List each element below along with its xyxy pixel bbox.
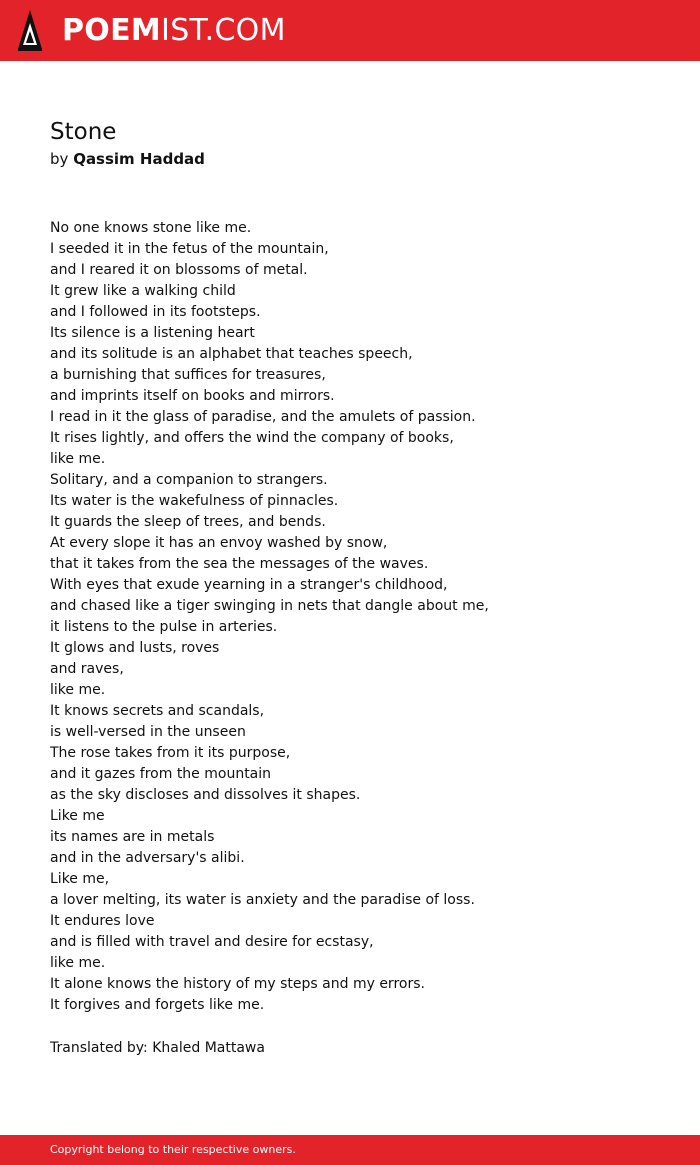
poem-body [50, 218, 670, 1016]
poem-line: and chased like a tiger swinging in nets that dangle about me, [50, 598, 489, 614]
poem-line: It grew like a walking child [50, 283, 236, 299]
poem-line: Solitary, and a companion to strangers. [50, 472, 328, 488]
poem-line: a lover melting, its water is anxiety and the paradise of loss. [50, 892, 475, 908]
poem-line: a burnishing that suffices for treasures, [50, 367, 326, 383]
poem-line: Its water is the wakefulness of pinnacles. [50, 493, 339, 509]
poem-byline [50, 149, 205, 169]
poem-author: Qassim Haddad [73, 150, 205, 168]
by-label: by [50, 150, 69, 168]
poem-line: At every slope it has an envoy washed by snow, [50, 535, 388, 551]
poem-line: like me. [50, 682, 106, 698]
poem-line: The rose takes from it its purpose, [50, 745, 291, 761]
poem-line: and its solitude is an alphabet that teaches speech, [50, 346, 413, 362]
poem-line: It alone knows the history of my steps and my errors. [50, 976, 425, 992]
poem-line: that it takes from the sea the messages of the waves. [50, 556, 429, 572]
poem-line: and in the adversary's alibi. [50, 850, 245, 866]
poem-line: I seeded it in the fetus of the mountain, [50, 241, 329, 257]
site-footer [0, 1135, 700, 1165]
poem-line: and raves, [50, 661, 124, 677]
translator-credit: Translated by: Khaled Mattawa [50, 1040, 265, 1056]
brand-light: IST.COM [161, 13, 286, 48]
poem-line: It endures love [50, 913, 155, 929]
pencil-mountain-logo-icon[interactable] [17, 9, 43, 52]
poem-line: It rises lightly, and offers the wind the company of books, [50, 430, 454, 446]
poem-line: Like me [50, 808, 105, 824]
poem-line: its names are in metals [50, 829, 215, 845]
poem-line: Its silence is a listening heart [50, 325, 255, 341]
poem-line: With eyes that exude yearning in a stranger's childhood, [50, 577, 448, 593]
poem-line: I read in it the glass of paradise, and the amulets of passion. [50, 409, 476, 425]
site-logo-text[interactable] [62, 11, 286, 51]
poem-line: like me. [50, 451, 106, 467]
poem-line: It glows and lusts, roves [50, 640, 220, 656]
poem-line: It guards the sleep of trees, and bends. [50, 514, 326, 530]
poem-line: It knows secrets and scandals, [50, 703, 265, 719]
poem-line: as the sky discloses and dissolves it shapes. [50, 787, 361, 803]
brand-bold: POEM [62, 13, 162, 48]
poem-title: Stone [50, 119, 117, 145]
poem-line: It forgives and forgets like me. [50, 997, 265, 1013]
poem-line: and imprints itself on books and mirrors. [50, 388, 335, 404]
poem-line: Like me, [50, 871, 110, 887]
poem-line: and I reared it on blossoms of metal. [50, 262, 308, 278]
poem-line: it listens to the pulse in arteries. [50, 619, 278, 635]
poem-line: and is filled with travel and desire for ecstasy, [50, 934, 374, 950]
poem-line: and it gazes from the mountain [50, 766, 272, 782]
poem-line: and I followed in its footsteps. [50, 304, 261, 320]
poem-line: No one knows stone like me. [50, 220, 252, 236]
poem-line: is well-versed in the unseen [50, 724, 246, 740]
poem-line: like me. [50, 955, 106, 971]
site-header [0, 0, 700, 61]
copyright-notice: Copyright belong to their respective owners. [50, 1143, 296, 1156]
